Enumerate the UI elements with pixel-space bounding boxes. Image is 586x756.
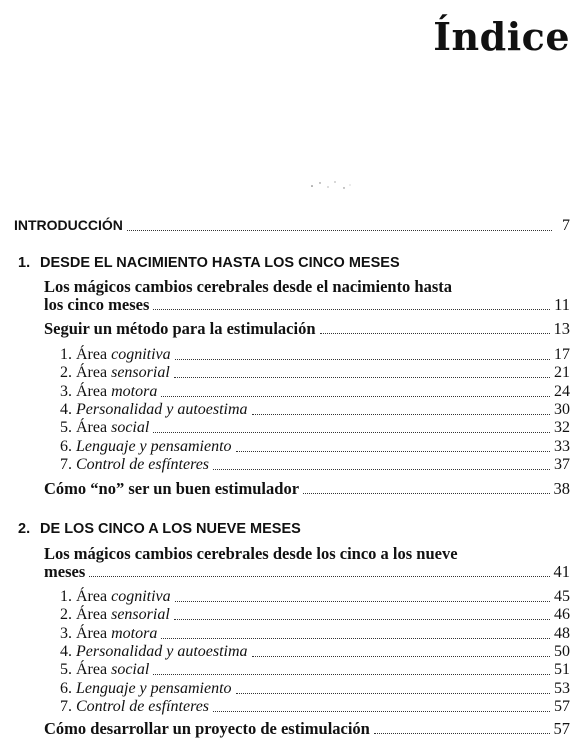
toc-entry-subitem[interactable] [60, 698, 570, 716]
leader-dots [374, 733, 550, 734]
item-number: 1. [60, 346, 72, 363]
leader-dots [213, 711, 550, 712]
toc-entry-subitem[interactable] [60, 606, 570, 624]
toc-entry-label: los cinco meses [44, 295, 150, 314]
item-prefix: Área [76, 606, 112, 624]
toc-entry-label [60, 606, 170, 624]
leader-dots [174, 619, 550, 620]
item-label: motora [111, 624, 158, 642]
toc-entry-section[interactable] [44, 320, 570, 338]
toc-entry-subitem[interactable] [60, 438, 570, 456]
item-number: 7. [60, 697, 72, 715]
item-prefix: Área [76, 346, 112, 363]
page-number: 21 [554, 364, 570, 382]
toc-entry-subitem[interactable] [60, 625, 570, 643]
page-number: 37 [554, 455, 570, 473]
leader-dots [236, 693, 550, 694]
leader-dots [236, 451, 550, 452]
item-label: cognitiva [111, 588, 171, 605]
page-number: 50 [554, 642, 570, 660]
item-label: social [111, 661, 150, 679]
toc-entry-subitem[interactable] [60, 588, 570, 606]
item-label: Personalidad y autoestima [76, 642, 248, 660]
item-number: 3. [60, 624, 72, 642]
toc-entry-section[interactable] [44, 296, 570, 314]
page-number: 45 [554, 588, 570, 605]
page-number: 38 [553, 479, 570, 498]
toc-entry-label [60, 680, 232, 698]
page-number: 48 [554, 624, 570, 642]
toc-entry-label [60, 419, 149, 437]
leader-dots [174, 377, 550, 378]
toc-entry-introduction[interactable] [14, 216, 570, 235]
item-number: 1. [60, 588, 72, 605]
item-prefix: Área [76, 661, 112, 679]
page-number: 30 [554, 400, 570, 418]
item-label: cognitiva [111, 346, 171, 363]
chapter-heading [18, 521, 301, 537]
toc-entry-label [60, 346, 171, 364]
toc-entry-label [60, 588, 171, 606]
toc-entry-section[interactable] [44, 720, 570, 738]
page-title: Índice [433, 14, 570, 59]
toc-entry-subitem[interactable] [60, 643, 570, 661]
page-number: 57 [553, 719, 570, 738]
leader-dots [213, 469, 550, 470]
toc-entry-label: INTRODUCCIÓN [14, 217, 123, 233]
item-label: social [111, 419, 150, 437]
item-number: 6. [60, 437, 72, 455]
toc-entry-label: Cómo “no” ser un buen estimulador [44, 479, 300, 498]
toc-entry-label: Seguir un método para la estimulación [44, 319, 316, 338]
item-prefix: Área [76, 382, 112, 400]
item-label: Lenguaje y pensamiento [76, 437, 232, 455]
item-number: 5. [60, 419, 72, 437]
leader-dots [175, 601, 550, 602]
item-number: 7. [60, 455, 72, 473]
page-number: 32 [554, 419, 570, 437]
leader-dots [320, 333, 550, 334]
chapter-title: DE LOS CINCO A LOS NUEVE MESES [40, 521, 301, 537]
toc-entry-label [60, 661, 149, 679]
toc-entry-subitem[interactable] [60, 661, 570, 679]
scan-specks [308, 178, 358, 192]
page-number: 51 [554, 661, 570, 679]
page-number: 17 [554, 346, 570, 363]
item-number: 6. [60, 679, 72, 697]
page-number: 53 [554, 679, 570, 697]
toc-entry-section[interactable] [44, 563, 570, 581]
leader-dots [153, 309, 550, 310]
item-prefix: Área [76, 624, 112, 642]
page-number: 57 [554, 697, 570, 715]
page-number: 11 [554, 295, 570, 314]
toc-entry-subitem[interactable] [60, 419, 570, 437]
toc-entry-label: Cómo desarrollar un proyecto de estimulación [44, 719, 370, 738]
leader-dots [89, 576, 549, 577]
leader-dots [153, 674, 550, 675]
toc-entry-label [60, 401, 248, 419]
item-label: Control de esfínteres [76, 697, 210, 715]
section-heading-line: Los mágicos cambios cerebrales desde el nacimiento hasta [44, 277, 453, 296]
toc-entry-subitem[interactable] [60, 401, 570, 419]
item-number: 4. [60, 400, 72, 418]
item-prefix: Área [76, 364, 112, 382]
toc-entry-subitem[interactable] [60, 680, 570, 698]
item-number: 2. [60, 364, 72, 382]
item-number: 5. [60, 661, 72, 679]
toc-entry-subitem[interactable] [60, 456, 570, 474]
toc-entry-subitem[interactable] [60, 383, 570, 401]
page-number: 24 [554, 382, 570, 400]
item-prefix: Área [76, 419, 112, 437]
toc-entry-label [60, 698, 209, 716]
item-number: 3. [60, 382, 72, 400]
item-label: sensorial [111, 606, 170, 624]
toc-entry-label [60, 625, 157, 643]
leader-dots [153, 432, 550, 433]
section-heading-line: Los mágicos cambios cerebrales desde los cinco a los nueve [44, 544, 458, 563]
chapter-title: DESDE EL NACIMIENTO HASTA LOS CINCO MESES [40, 255, 400, 271]
item-label: motora [111, 382, 158, 400]
toc-entry-label [60, 643, 248, 661]
leader-dots [252, 414, 550, 415]
page-number: 41 [553, 562, 570, 581]
item-label: Lenguaje y pensamiento [76, 679, 232, 697]
page-number: 13 [553, 319, 570, 338]
toc-entry-label [60, 456, 209, 474]
toc-entry-section[interactable] [44, 480, 570, 498]
leader-dots [175, 359, 550, 360]
page-number: 33 [554, 437, 570, 455]
item-number: 2. [60, 606, 72, 624]
toc-entry-label [60, 383, 157, 401]
leader-dots [161, 396, 550, 397]
leader-dots [127, 230, 552, 231]
leader-dots [303, 493, 549, 494]
toc-entry-label [60, 364, 170, 382]
toc-entry-label [60, 438, 232, 456]
toc-entry-label: meses [44, 562, 86, 581]
page-number: 46 [554, 606, 570, 624]
toc-entry-subitem[interactable] [60, 364, 570, 382]
page-number: 7 [562, 217, 570, 234]
item-prefix: Área [76, 588, 112, 605]
toc-entry-subitem[interactable] [60, 346, 570, 364]
chapter-number: 2. [18, 521, 31, 537]
leader-dots [161, 638, 550, 639]
item-number: 4. [60, 642, 72, 660]
item-label: Personalidad y autoestima [76, 400, 248, 418]
item-label: sensorial [111, 364, 170, 382]
chapter-number: 1. [18, 255, 31, 271]
chapter-heading [18, 255, 400, 271]
leader-dots [252, 656, 550, 657]
item-label: Control de esfínteres [76, 455, 210, 473]
